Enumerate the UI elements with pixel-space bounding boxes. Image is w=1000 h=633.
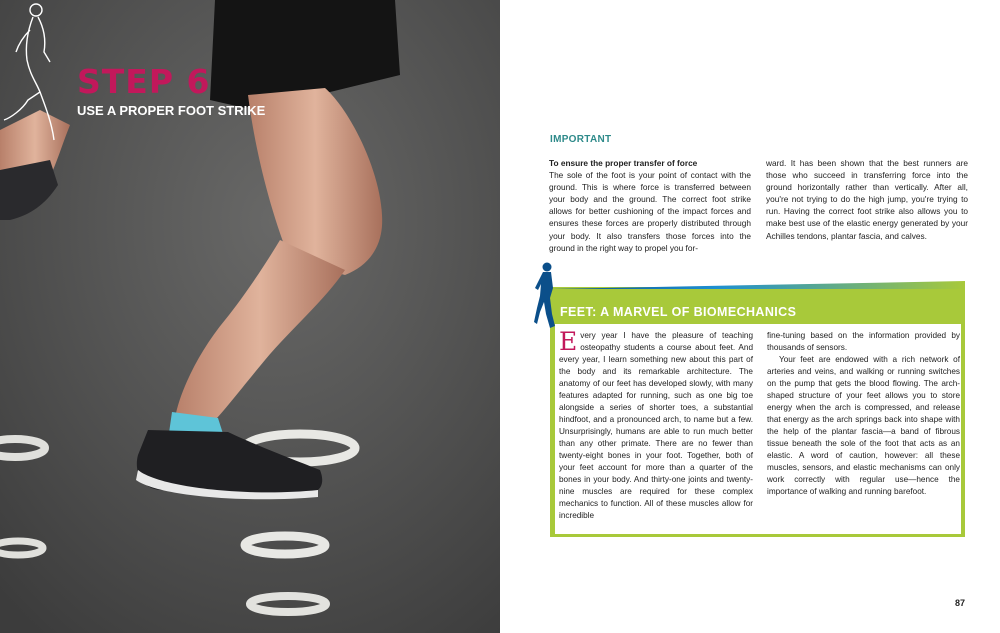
box-column-1 bbox=[559, 327, 753, 522]
page-number: 87 bbox=[955, 598, 966, 608]
step-title: USE A PROPER FOOT STRIKE bbox=[77, 103, 266, 118]
box-column-2 bbox=[767, 330, 960, 498]
important-heading: To ensure the proper transfer of force bbox=[549, 158, 698, 168]
drop-cap: E bbox=[559, 327, 578, 356]
box-text-2b: Your feet are endowed with a rich network of arteries and veins, and walking or running switches on the pump that gets the blood flowing. The arch-shaped structure of your feet allows you to store energy when the arch is compressed, and release that energy as the arch springs back into shape with the help of the plantar fascia—a band of fibrous tissue beneath the sole of the foot that acts as an elastic. A word of caution, however: all these muscles, sensors, and elastic mechanisms can only work correctly with regular use—hence the importance of walking and running barefoot. bbox=[767, 355, 960, 496]
box-text-2a: fine-tuning based on the information provided by thousands of sensors. bbox=[767, 331, 960, 352]
step-label: STEP 6 bbox=[77, 62, 211, 101]
important-text-1: The sole of the foot is your point of contact with the ground. This is where force is transferred between your body and the ground. The correct foot strike allows for better cushioning of the impact forces and ensures these forces are properly distributed through your body. It also transfers those forces into the ground in the right way to propel you for- bbox=[549, 170, 751, 253]
important-column-2 bbox=[766, 157, 968, 242]
runner-silhouette-icon bbox=[534, 262, 556, 330]
box-title: FEET: A MARVEL OF BIOMECHANICS bbox=[560, 305, 797, 319]
important-text-2: ward. It has been shown that the best runners are those who succeed in transferring force into the ground horizontally rather than vertically. After all, you're not trying to do the high jump, you're trying to run. Having the correct foot strike also allows you to make best use of the elastic energy generated by your Achilles tendons, plantar fascia, and calves. bbox=[766, 158, 968, 241]
box-text-1: very year I have the pleasure of teaching osteopathy students a course about feet. And every year, I learn something new about this part of the body and its remarkable architecture. The anatomy of our feet has developed slowly, with many features adapted for running, such as one big toe alongside a series of shorter toes, a substantial hindfoot, and a pronounced arch, to name but a few. Unsurprisingly, humans are able to run much better than any other primate. There are no fewer than twenty-eight bones in your foot. Together, both of your feet account for more than a quarter of the bones in your body. And thirty-one joints and twenty-nine muscles are required for these complex mechanics to function. All of these muscles allow for incredible bbox=[559, 331, 753, 520]
important-label: IMPORTANT bbox=[550, 134, 612, 145]
runner-outline-icon bbox=[0, 0, 60, 150]
important-column-1 bbox=[549, 157, 751, 254]
